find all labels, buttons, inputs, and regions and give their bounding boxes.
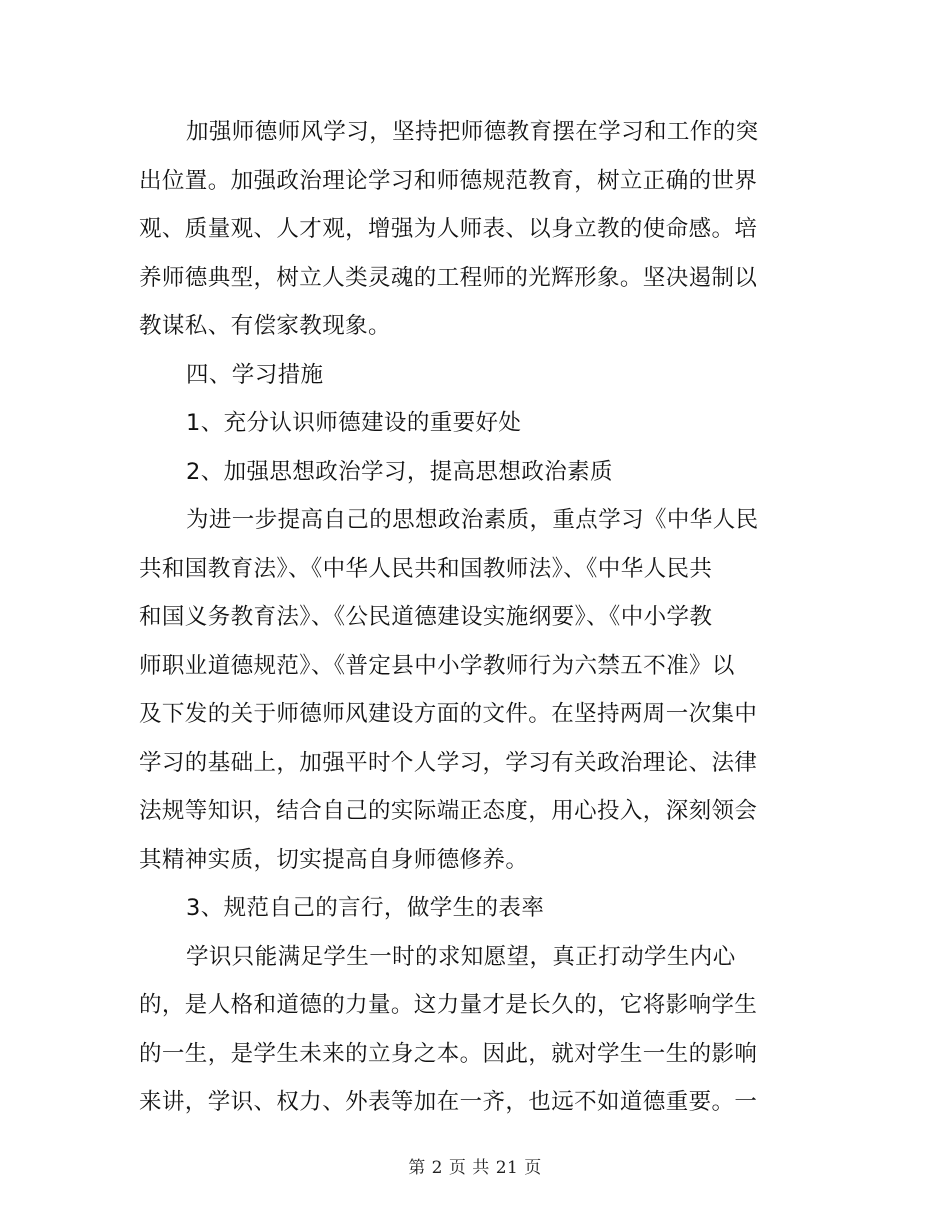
text-line: 的一生，是学生未来的立身之本。因此，就对学生一生的影响 bbox=[139, 1040, 758, 1067]
text-line: 2、加强思想政治学习，提高思想政治素质 bbox=[186, 458, 613, 485]
paragraph-political-study bbox=[139, 496, 759, 884]
list-item-2 bbox=[139, 448, 744, 497]
text-line: 学习的基础上，加强平时个人学习，学习有关政治理论、法律 bbox=[139, 749, 758, 776]
text-line: 3、规范自己的言行，做学生的表率 bbox=[186, 895, 545, 921]
paragraph-strengthen-ethics bbox=[139, 108, 759, 351]
text-line: 观、质量观、人才观，增强为人师表、以身立教的使命感。培 bbox=[139, 216, 758, 242]
text-line: 养师德典型，树立人类灵魂的工程师的光辉形象。坚决遏制以 bbox=[139, 264, 758, 291]
text-line: 四、学习措施 bbox=[186, 361, 324, 388]
text-line: 来讲，学识、权力、外表等加在一齐，也远不如道德重要。一 bbox=[139, 1089, 758, 1115]
list-item-3 bbox=[139, 884, 744, 933]
text-line: 教谋私、有偿家教现象。 bbox=[139, 313, 391, 339]
text-line: 出位置。加强政治理论学习和师德规范教育，树立正确的世界 bbox=[139, 167, 758, 194]
text-line: 学识只能满足学生一时的求知愿望，真正打动学生内心 bbox=[186, 943, 736, 970]
text-line: 法规等知识，结合自己的实际端正态度，用心投入，深刻领会 bbox=[139, 798, 758, 824]
text-line: 师职业道德规范》、《普定县中小学教师行为六禁五不准》以 bbox=[139, 652, 735, 679]
text-line: 其精神实质，切实提高自身师德修养。 bbox=[139, 846, 529, 873]
page-number-footer: 第 2 页 共 21 页 bbox=[408, 1158, 542, 1178]
section-heading-measures bbox=[139, 351, 744, 400]
text-line: 为进一步提高自己的思想政治素质，重点学习《中华人民 bbox=[186, 507, 759, 533]
document-body bbox=[139, 108, 759, 1127]
text-line: 1、充分认识师德建设的重要好处 bbox=[186, 410, 522, 436]
text-line: 和国义务教育法》、《公民道德建设实施纲要》、《中小学教 bbox=[139, 604, 713, 630]
text-line: 共和国教育法》、《中华人民共和国教师法》、《中华人民共 bbox=[139, 555, 713, 582]
list-item-1 bbox=[139, 399, 744, 448]
paragraph-moral-influence bbox=[139, 933, 758, 1127]
text-line: 加强师德师风学习，坚持把师德教育摆在学习和工作的突 bbox=[186, 119, 759, 145]
text-line: 及下发的关于师德师风建设方面的文件。在坚持两周一次集中 bbox=[139, 701, 758, 727]
text-line: 的，是人格和道德的力量。这力量才是长久的，它将影响学生 bbox=[139, 992, 758, 1018]
